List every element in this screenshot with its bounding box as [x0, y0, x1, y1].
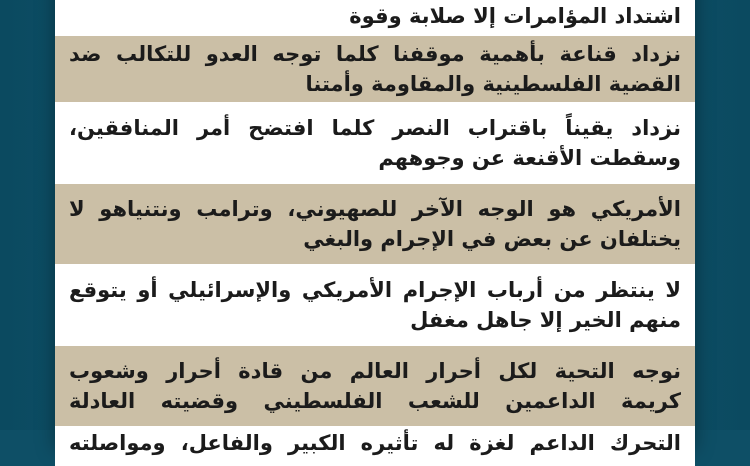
- statement-6-line-2: كريمة الداعمين للشعب الفلسطيني وقضيته العادلة: [69, 389, 681, 413]
- statement-row-3: [55, 102, 695, 184]
- statement-5-line-2: منهم الخير إلا جاهل مغفل: [410, 308, 681, 332]
- statements-panel: [55, 0, 695, 455]
- statement-row-5: [55, 264, 695, 346]
- statement-row-4: [55, 184, 695, 264]
- statement-row-6: [55, 346, 695, 426]
- statement-2-line-2: القضية الفلسطينية والمقاومة وأمتنا: [305, 72, 681, 96]
- statement-4-line-1: الأمريكي هو الوجه الآخر للصهيوني، وترامب ونتنياهو لا: [69, 197, 681, 221]
- statement-row-2: [55, 36, 695, 102]
- statement-row-7: [55, 426, 695, 466]
- statement-2-line-1: نزداد قناعة بأهمية موقفنا كلما توجه العدو للتكالب ضد: [69, 42, 681, 66]
- statement-3-line-1: نزداد يقيناً باقتراب النصر كلما افتضح أمر المنافقين،: [69, 116, 681, 140]
- statement-row-1: [55, 0, 695, 36]
- statement-6-line-1: نوجه التحية لكل أحرار العالم من قادة أحرار وشعوب: [69, 359, 681, 383]
- statement-5-line-1: لا ينتظر من أرباب الإجرام الأمريكي والإسرائيلي أو يتوقع: [69, 278, 681, 302]
- statement-1-line-1: اشتداد المؤامرات إلا صلابة وقوة: [349, 4, 681, 28]
- statement-7-line-1: التحرك الداعم لغزة له تأثيره الكبير والفاعل، ومواصلته: [69, 431, 681, 455]
- statement-3-line-2: وسقطت الأقنعة عن وجوههم: [378, 146, 681, 170]
- statement-4-line-2: يختلفان عن بعض في الإجرام والبغي: [303, 227, 681, 251]
